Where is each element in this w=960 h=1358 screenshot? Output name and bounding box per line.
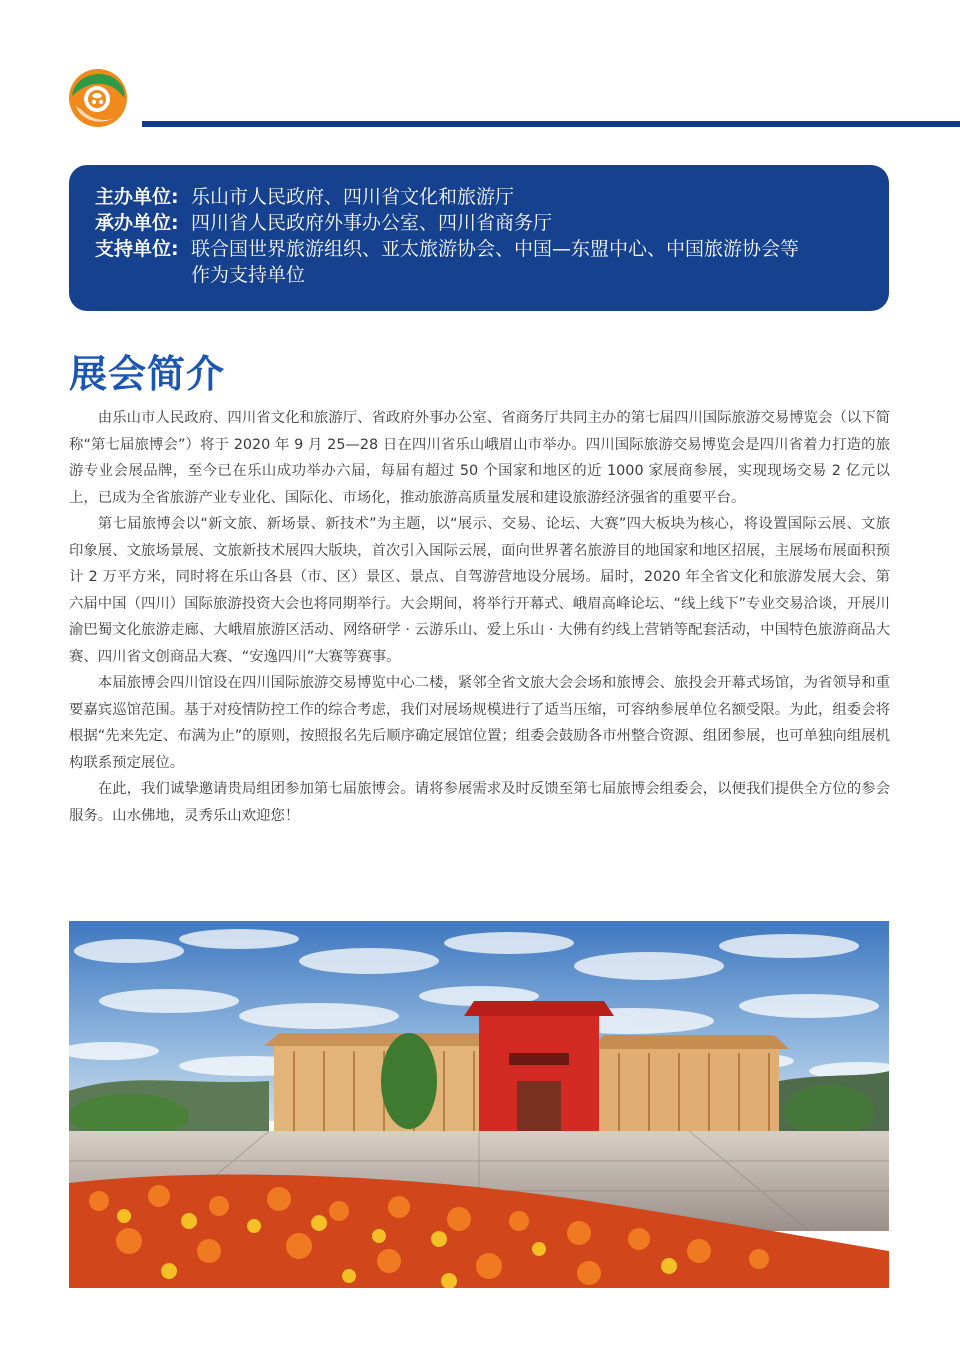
- supporter-value-line2: 作为支持单位: [191, 264, 306, 286]
- intro-paragraph-1: 由乐山市人民政府、四川省文化和旅游厅、省政府外事办公室、省商务厅共同主办的第七届四川国际旅游交易博览会（以下简称“第七届旅博会”）将于 2020 年 9 月 25—28 日在四川省乐山峨眉山市举办。四川国际旅游交易博览会是四川省着力打造的旅游专业会展品牌，至今已在乐山成功举办六届，每届有超过 50 个国家和地区的近 1000 家展商参展，实现现场交易 2 亿元以上，已成为全省旅游产业专业化、国际化、市场化，推动旅游高质量发展和建设旅游经济强省的重要平台。: [69, 410, 890, 506]
- intro-paragraph-4: 在此，我们诚挚邀请贵局组团参加第七届旅博会。请将参展需求及时反馈至第七届旅博会组委会，以便我们提供全方位的参会服务。山水佛地，灵秀乐山欢迎您！: [69, 781, 890, 824]
- host-row: [95, 184, 889, 210]
- intro-paragraph-3: 本届旅博会四川馆设在四川国际旅游交易博览中心二楼，紧邻全省文旅大会会场和旅博会、旅投会开幕式场馆，为省领导和重要嘉宾巡馆范围。基于对疫情防控工作的综合考虑，我们对展场规模进行了适当压缩，可容纳参展单位名额受限。为此，组委会将根据“先来先定、布满为止”的原则，按照报名先后顺序确定展馆位置；组委会鼓励各市州整合资源、组团参展，也可单独向组展机构联系预定展位。: [69, 675, 890, 771]
- organizer-value: 四川省人民政府外事办公室、四川省商务厅: [191, 212, 553, 234]
- host-label: 主办单位:: [95, 186, 179, 208]
- supporter-value: 联合国世界旅游组织、亚太旅游协会、中国—东盟中心、中国旅游协会等: [191, 238, 800, 260]
- supporter-label-spacer: [95, 262, 191, 288]
- organizer-label: 承办单位:: [95, 212, 179, 234]
- intro-paragraph-2: 第七届旅博会以“新文旅、新场景、新技术”为主题，以“展示、交易、论坛、大赛”四大板块为核心，将设置国际云展、文旅印象展、文旅场景展、文旅新技术展四大版块，首次引入国际云展，面向世界著名旅游目的地国家和地区招展，主展场布展面积预计 2 万平方米，同时将在乐山各县（市、区）景区、景点、自驾游营地设分展场。届时，2020 年全省文化和旅游发展大会、第六届中国（四川）国际旅游投资大会也将同期举行。大会期间，将举行开幕式、峨眉高峰论坛、“线上线下”专业交易洽谈，开展川渝巴蜀文化旅游走廊、大峨眉旅游区活动、网络研学 · 云游乐山、爱上乐山 · 大佛有约线上营销等配套活动，中国特色旅游商品大赛、四川省文创商品大赛、“安逸四川”大赛等赛事。: [69, 516, 890, 665]
- header-rule: [142, 121, 960, 127]
- expo-center-photo: [69, 921, 889, 1288]
- organizer-box: [69, 165, 889, 311]
- section-title: 展会简介: [69, 352, 226, 396]
- intro-body: [69, 405, 890, 829]
- supporter-row: [95, 236, 889, 262]
- swirl-logo-icon: [66, 66, 130, 130]
- organizer-row: [95, 210, 889, 236]
- supporter-label: 支持单位:: [95, 238, 179, 260]
- host-value: 乐山市人民政府、四川省文化和旅游厅: [191, 186, 515, 208]
- supporter-row-continued: [95, 262, 889, 288]
